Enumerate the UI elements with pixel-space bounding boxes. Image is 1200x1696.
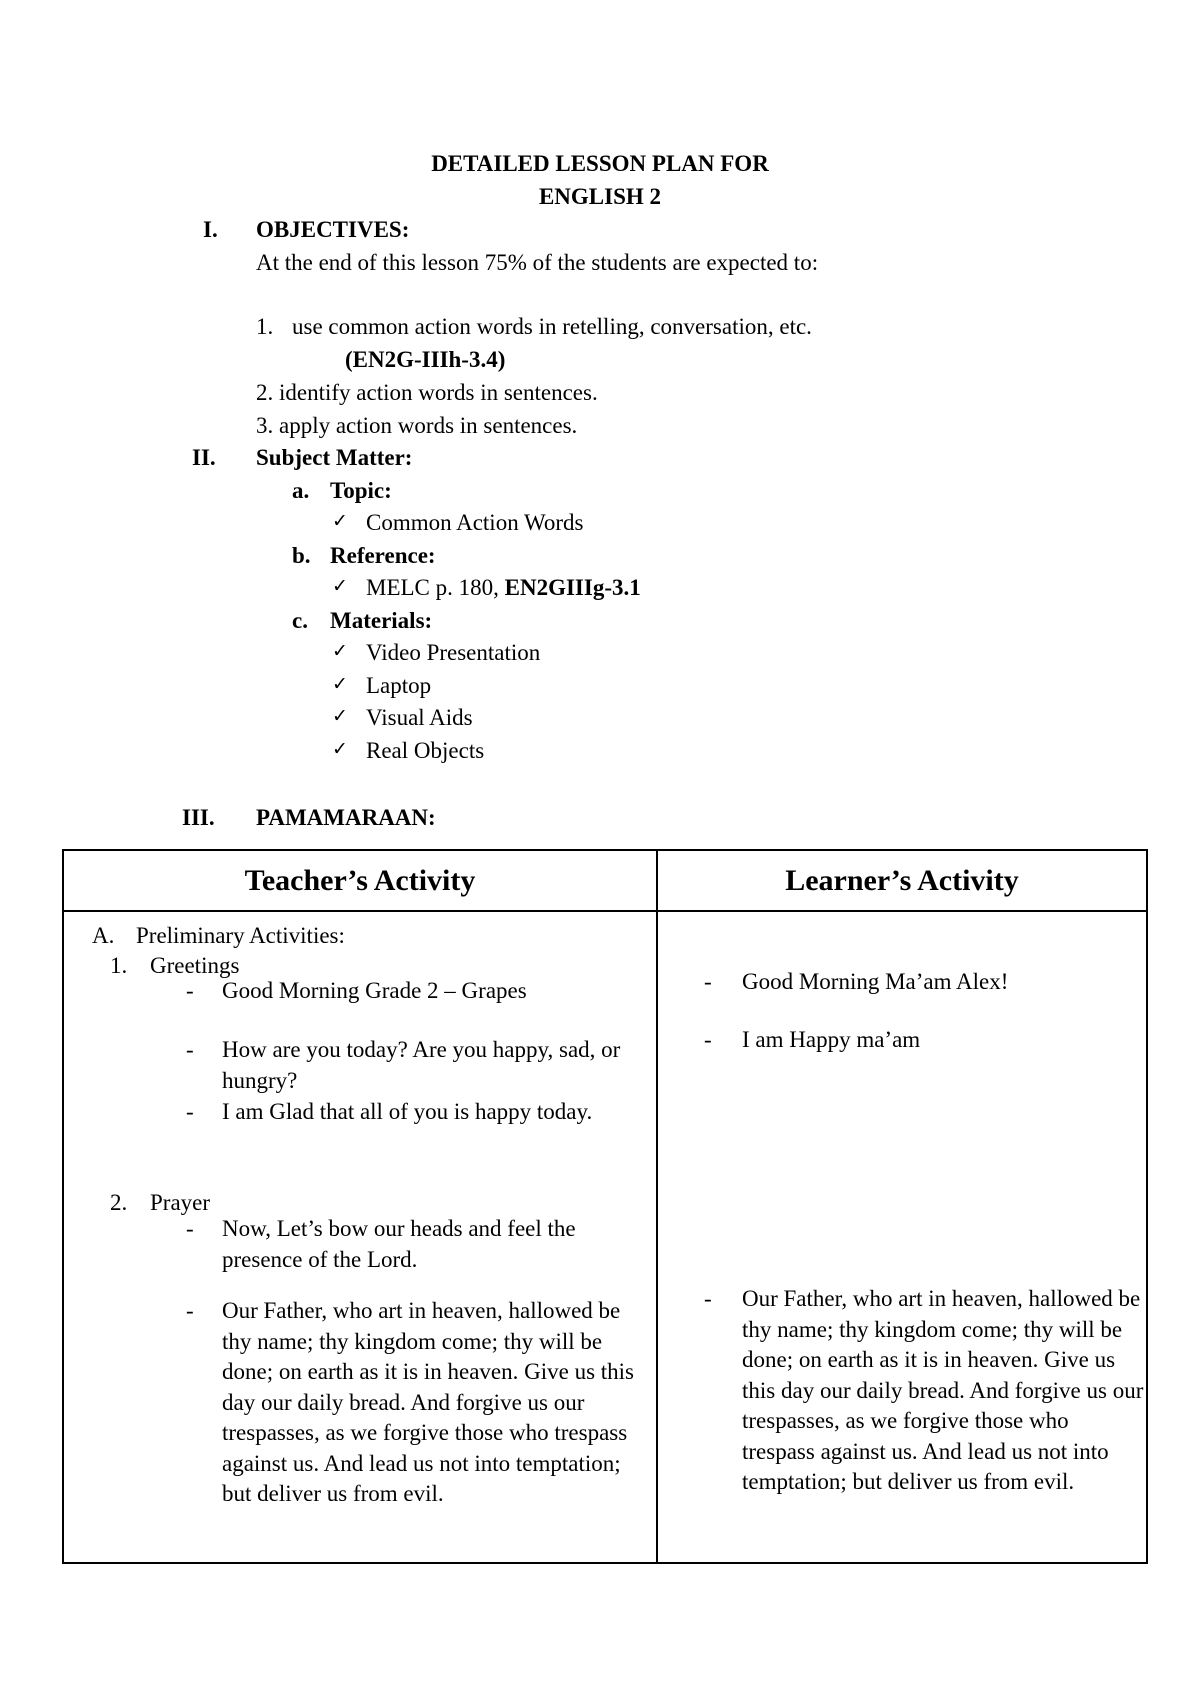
teacher-question: How are you today? Are you happy, sad, or hungry? (222, 1037, 621, 1093)
item-1-number: 1. (110, 953, 128, 978)
objective-1-text: use common action words in retelling, conversation, etc. (292, 314, 812, 339)
teacher-activity-header: Teacher’s Activity (63, 850, 657, 911)
learner-activity-cell (657, 911, 1147, 1563)
materials-label: Materials: (330, 608, 433, 633)
table-header-row (63, 850, 1147, 911)
objective-1-number: 1. (256, 314, 274, 339)
bullet-dash: - (704, 969, 712, 994)
section-a-letter: A. (92, 923, 115, 948)
topic-value: ✓ Common Action Words (366, 511, 584, 534)
procedure-heading: PAMAMARAAN: (256, 805, 436, 830)
subject-heading: Subject Matter: (256, 445, 413, 470)
bullet-dash: - (704, 1027, 712, 1052)
table-row (63, 911, 1147, 1563)
learner-activity-header: Learner’s Activity (657, 850, 1147, 911)
material-item: ✓ Real Objects (366, 739, 484, 762)
bullet-dash: - (186, 1099, 194, 1124)
item-2-number: 2. (110, 1190, 128, 1215)
section-a-title: Preliminary Activities: (136, 923, 345, 948)
material-item: ✓ Visual Aids (366, 706, 473, 729)
teacher-activity-cell (63, 911, 657, 1563)
reference-letter: b. (292, 543, 311, 568)
objectives-heading: OBJECTIVES: (256, 217, 410, 242)
bullet-dash: - (186, 978, 194, 1003)
objective-2-text: 2. identify action words in sentences. (256, 380, 598, 405)
learner-greeting: Good Morning Ma’am Alex! (742, 969, 1009, 994)
bullet-dash: - (186, 1037, 194, 1062)
activity-table (62, 849, 1148, 1564)
bullet-dash: - (186, 1298, 194, 1323)
teacher-glad: I am Glad that all of you is happy today. (222, 1099, 593, 1124)
bullet-dash: - (704, 1286, 712, 1311)
learner-happy: I am Happy ma’am (742, 1027, 921, 1052)
material-item: ✓ Laptop (366, 674, 431, 697)
objective-3-text: 3. apply action words in sentences. (256, 413, 578, 438)
reference-value (366, 576, 641, 599)
title-line-2: ENGLISH 2 (538, 184, 662, 209)
objective-1-code: (EN2G-IIIh-3.4) (345, 347, 506, 372)
item-1-title: Greetings (150, 953, 240, 978)
reference-page: MELC p. 180, (366, 575, 499, 600)
teacher-bow: Now, Let’s bow our heads and feel the presence of the Lord. (222, 1216, 576, 1272)
material-item: ✓ Video Presentation (366, 641, 540, 664)
objectives-numeral: I. (203, 217, 218, 242)
subject-numeral: II. (192, 445, 216, 470)
objectives-intro: At the end of this lesson 75% of the students are expected to: (256, 250, 819, 275)
learner-prayer: Our Father, who art in heaven, hallowed be thy name; thy kingdom come; thy will be done; on earth as it is in heaven. Give us this day our daily bread. And forgive us our trespasses, as we forgive those who trespass against us. And lead us not into temptation; but deliver us from evil. (742, 1286, 1144, 1494)
reference-label: Reference: (330, 543, 436, 568)
procedure-numeral: III. (182, 805, 215, 830)
title-line-1: DETAILED LESSON PLAN FOR (431, 151, 769, 176)
teacher-prayer: Our Father, who art in heaven, hallowed be thy name; thy kingdom come; thy will be done; on earth as it is in heaven. Give us this day our daily bread. And forgive us our trespasses, as we forgive those who trespass against us. And lead us not into temptation; but deliver us from evil. (222, 1298, 635, 1506)
reference-code: EN2GIIIg-3.1 (504, 575, 641, 600)
bullet-dash: - (186, 1216, 194, 1241)
topic-letter: a. (292, 478, 310, 503)
topic-label: Topic: (330, 478, 392, 503)
teacher-greeting: Good Morning Grade 2 – Grapes (222, 978, 527, 1003)
materials-letter: c. (292, 608, 308, 633)
item-2-title: Prayer (150, 1190, 211, 1215)
